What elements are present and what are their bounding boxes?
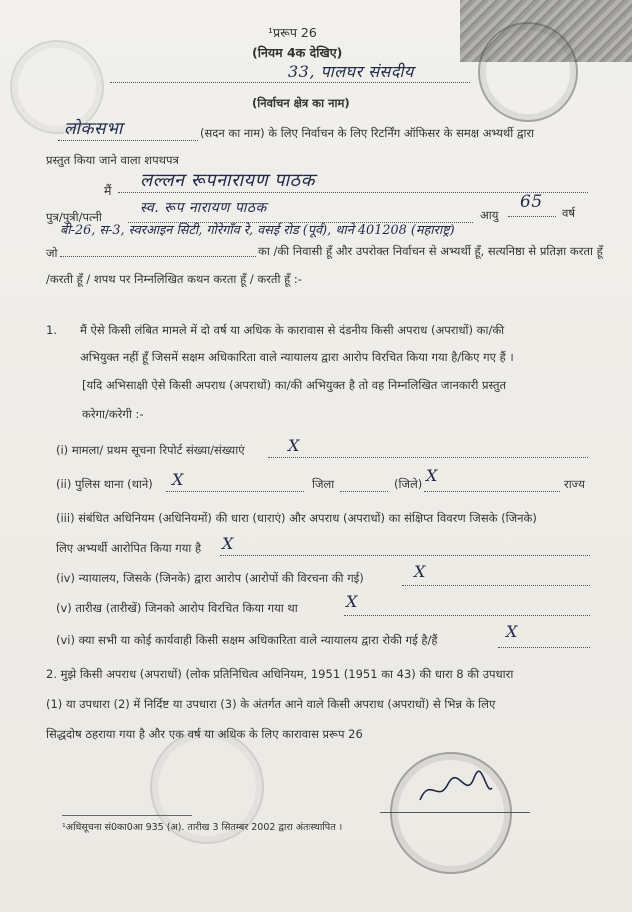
intro-line-2: प्रस्तुत किया जाने वाला शपथपत्र: [46, 153, 179, 167]
item-i-cross: X: [288, 436, 300, 455]
rule-reference: (नियम 4क देखिए): [252, 45, 343, 60]
constituency-caption: (निर्वाचन क्षेत्र का नाम): [252, 96, 350, 110]
item-iv-cross: X: [414, 562, 426, 581]
notary-seal-top: [478, 22, 578, 122]
years-label: वर्ष: [562, 206, 576, 220]
clause1-line2: अभियुक्त नहीं हूँ जिसमें सक्षम अधिकारिता वाले न्यायालय द्वारा आरोप विरचित किया गया है/किए गए हैं ।: [80, 350, 514, 364]
footnote: ¹अधिसूचना सं0का0आ 935 (अ). तारीख 3 सितम्बर 2002 द्वारा अंतःस्थापित ।: [62, 822, 343, 833]
clause1-line4: करेगा/करेगी :-: [82, 407, 144, 421]
item-ii-label: (ii) पुलिस थाना (थाने): [56, 477, 153, 491]
item-iv-line: [402, 585, 590, 586]
relation-label: पुत्र/पुत्री/पत्नी: [46, 210, 102, 224]
oath-line: /करती हूँ / शपथ पर निम्नलिखित कथन करता हूँ / करती हूँ :-: [46, 272, 302, 286]
item-v-label: (v) तारीख (तारीखें) जिनको आरोप विरचित किया गया था: [56, 601, 298, 615]
item-iv-label: (iv) न्यायालय, जिसके (जिनके) द्वारा आरोप (आरोपों की विरचना की गई): [56, 571, 364, 585]
constituency-line: [110, 82, 470, 83]
item-vi-label: (vi) क्या सभी या कोई कार्यवाही किसी सक्षम अधिकारिता वाले न्यायालय द्वारा रोकी गई है/हैं: [56, 633, 438, 647]
item-ii-districts: (जिले): [394, 477, 423, 491]
address-line: [60, 256, 256, 257]
house-name: लोकसभा: [64, 119, 123, 139]
house-text: (सदन का नाम) के लिए निर्वाचन के लिए रिटर्निंग ऑफिसर के समक्ष अभ्यर्थी द्वारा: [200, 126, 535, 140]
signature-mark: [416, 770, 496, 810]
item-i-label: (i) मामला/ प्रथम सूचना रिपोर्ट संख्या/संख्याएं: [56, 443, 245, 457]
main-prefix: मैं: [104, 183, 112, 198]
constituency-name: 33, पालघर संसदीय: [288, 62, 414, 81]
item-iii-line: [220, 555, 590, 556]
clause1-number: 1.: [46, 323, 57, 337]
item-ii-cross-1: X: [172, 470, 184, 489]
age-line: [508, 216, 556, 217]
item-iii-label: (iii) संबंधित अधिनियम (अधिनियमों) की धारा (धाराएं) और अपराध (अपराधों) का संक्षिप्त विवरण जिसके (जिनके): [56, 511, 537, 525]
name-line: [118, 192, 588, 193]
father-name: स्व. रूप नारायण पाठक: [140, 200, 267, 216]
address: बी-26, स-3, स्वरआइन सिटी, गोरेगाँव रे, वसई रोड (पूर्व), थाने 401208 (महाराष्ट्र): [60, 223, 455, 238]
jo-label: जो: [46, 246, 58, 260]
form-number: ¹प्ररूप 26: [268, 25, 317, 40]
resident-text: का /की निवासी हूँ और उपरोक्त निर्वाचन से अभ्यर्थी हूँ, सत्यनिष्ठा से प्रतिज्ञा करता हूँ: [258, 244, 603, 258]
item-iii-label-2: लिए अभ्यर्थी आरोपित किया गया है: [56, 541, 202, 555]
item-v-cross: X: [346, 592, 358, 611]
clause2-line2: (1) या उपधारा (2) में निर्दिष्ट या उपधारा (3) के अंतर्गत आने वाले किसी अपराध (अपराधों) से भिन्न के लिए: [46, 697, 496, 711]
item-ii-state: राज्य: [564, 477, 585, 491]
item-ii-line-3: [424, 491, 560, 492]
age-label: आयु: [480, 208, 499, 222]
deponent-name: लल्लन रूपनारायण पाठक: [140, 170, 315, 191]
item-vi-cross: X: [506, 622, 518, 641]
item-i-line: [268, 457, 588, 458]
clause2-line1: 2. मुझे किसी अपराध (अपराधों) (लोक प्रतिनिधित्व अधिनियम, 1951 (1951 का 43) की धारा 8 की उपधारा: [46, 667, 514, 681]
age-value: 65: [520, 192, 543, 212]
item-ii-line-1: [166, 491, 304, 492]
footnote-rule: [62, 815, 192, 816]
item-v-line: [344, 615, 590, 616]
item-ii-district: जिला: [312, 477, 335, 491]
signature-line: [380, 812, 530, 813]
clause1-line1: मैं ऐसे किसी लंबित मामले में दो वर्ष या अधिक के कारावास से दंडनीय किसी अपराध (अपराधों) का/की: [80, 323, 505, 337]
item-iii-cross: X: [222, 534, 234, 553]
clause1-line3: [यदि अभिसाक्षी ऐसे किसी अपराध (अपराधों) का/की अभियुक्त है तो वह निम्नलिखित जानकारी प्रस्तुत: [82, 378, 507, 392]
item-vi-line: [498, 647, 590, 648]
clause2-line3: सिद्धदोष ठहराया गया है और एक वर्ष या अधिक के लिए कारावास प्ररूप 26: [46, 727, 363, 741]
item-ii-cross-2: X: [426, 466, 438, 485]
item-ii-line-2: [340, 491, 388, 492]
house-line: [58, 140, 198, 141]
